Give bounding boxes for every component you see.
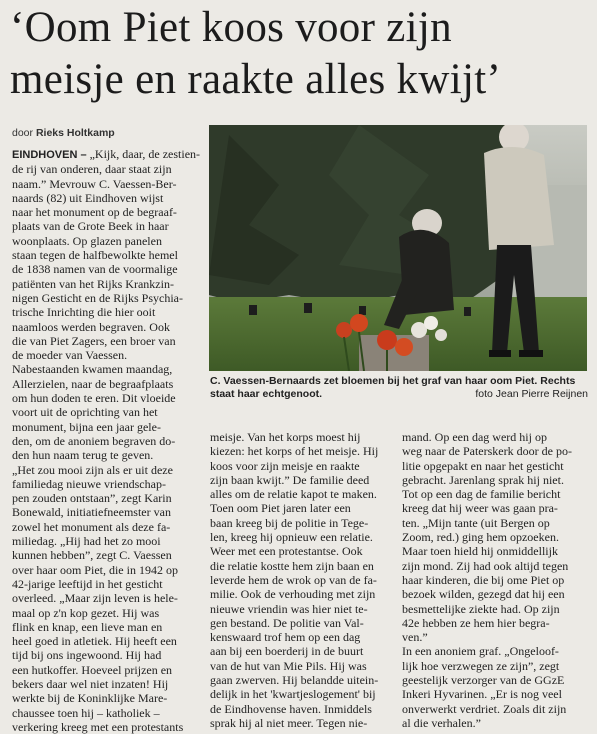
article-line: mand. Op een dag werd hij op	[402, 430, 547, 444]
byline-prefix: door	[12, 127, 34, 139]
article-line: bezoek wilden, gezegd dat hij een	[402, 587, 565, 602]
article-line: al die verhalen.”	[402, 715, 481, 730]
article-line: leverde hem de wrok op van de fa-	[210, 572, 377, 587]
article-line: haar kinderen, die bij ome Piet op	[402, 572, 565, 587]
article-line: meisje. Van het korps moest hij	[210, 430, 361, 444]
article-line: Inkeri Hyvarinen. „Er is nog veel	[402, 687, 562, 702]
article-line: verkering kreeg met een protestants	[12, 719, 184, 734]
headline-line-2: meisje en raakte alles kwijt’	[10, 56, 502, 103]
article-line: trische Inrichting die hier ooit	[12, 305, 156, 320]
article-line: voort uit de oprichting van het	[12, 405, 158, 420]
article-line: naards (82) uit Eindhoven wijst	[12, 190, 164, 205]
article-line: In een anoniem graf. „Ongeloof-	[402, 644, 559, 659]
article-line: overleed. „Maar zijn leven is hele-	[12, 591, 178, 606]
article-line: zijn mond. Zij had ook altijd tegen	[402, 558, 569, 573]
article-line: aan bij een boerderij in de buurt	[210, 644, 364, 659]
photo-graveyard-illustration	[209, 125, 587, 371]
article-line: ten. „Mijn tante (uit Bergen op	[402, 515, 550, 530]
article-line: gen bestand. De politie van Val-	[210, 615, 364, 630]
article-line: Nabestaanden kwamen maandag,	[12, 362, 173, 377]
article-line: kiezen: het korps of het meisje. Hij	[210, 444, 379, 459]
article-line: Tot op een dag de familie bericht	[402, 487, 561, 502]
article-line: „Kijk, daar, de zestien-	[89, 147, 201, 161]
article-line: alles om de relatie kapot te maken.	[210, 487, 377, 502]
article-line: om hun doden te eren. Dit vloeide	[12, 391, 176, 406]
article-line: 42-jarige leeftijd in het gesticht	[12, 576, 163, 591]
article-line: koos voor zijn meisje en raakte	[210, 458, 360, 473]
article-paragraph	[12, 147, 202, 734]
article-line: van de hut van Mie Pils. Hij was	[210, 658, 367, 673]
article-line: geestelijk verzorger van de GGzE	[402, 673, 565, 688]
article-line: naar het monument op de begraaf-	[12, 205, 177, 220]
article-line: zowel het monument als deze fa-	[12, 519, 171, 534]
headline-line-1: ‘Oom Piet koos voor zijn	[10, 4, 452, 51]
article-line: nigen Gesticht en de Rijks Psychia-	[12, 290, 183, 305]
article-line: de 1838 namen van de voormalige	[12, 262, 178, 277]
article-line: Bonewald, initiatiefneemster van	[12, 505, 171, 520]
article-line: de Eindhovense haven. Inmiddels	[210, 701, 372, 716]
article-line: patiënten van het Rijks Krankzin-	[12, 276, 174, 291]
article-line: tijd bij ons ingewoond. Hij had	[12, 648, 162, 663]
photo-credit: foto Jean Pierre Reijnen	[475, 388, 588, 400]
article-line: miliedag. „Hij had het zo mooi	[12, 534, 161, 549]
photo-caption	[210, 375, 588, 401]
article-line: monument, bijna een jaar gele-	[12, 419, 161, 434]
article-line: nieuwe vriendin was hier niet te-	[210, 601, 368, 616]
article-line: gaan zwerven. Hij belandde uitein-	[210, 673, 379, 688]
dateline: EINDHOVEN –	[12, 149, 87, 161]
article-line: een hutkoffer. Hoeveel prijzen en	[12, 662, 173, 677]
article-line: Weer met een protestantse. Ook	[210, 544, 363, 559]
article-line: weg naar de Paterskerk door de po-	[402, 444, 572, 459]
article-line: naam.” Mevrouw C. Vaessen-Ber-	[12, 176, 177, 191]
article-line: flink en knap, een lieve man en	[12, 619, 163, 634]
article-line: den, om de anoniem begraven do-	[12, 433, 176, 448]
article-line: kreeg dat hij weer was gaan pra-	[402, 501, 558, 516]
article-line: den hun naam terug te geven.	[12, 448, 154, 463]
byline-author: Rieks Holtkamp	[35, 127, 115, 139]
article-line: over haar oom Piet, die in 1942 op	[12, 562, 178, 577]
article-line: kenswaard trof hem op een dag	[210, 630, 361, 645]
article-photo	[209, 125, 587, 371]
article-line: chaussee toen hij – katholiek –	[12, 705, 160, 720]
article-line: kunnen hebben”, zegt C. Vaessen	[12, 548, 172, 563]
article-line: de moeder van Vaessen.	[12, 348, 128, 363]
article-line: gebracht. Jarenlang sprak hij niet.	[402, 472, 564, 487]
article-line: familiedag nieuwe vriendschap-	[12, 476, 166, 491]
article-line: Maar toen hield hij onmiddellijk	[402, 544, 558, 559]
article-line: maal op z'n kop gezet. Hij was	[12, 605, 160, 620]
article-line: len, kreeg hij opnieuw een relatie.	[210, 530, 373, 545]
article-line: Allerzielen, naar de begraafplaats	[12, 376, 174, 391]
article-line: delijk in het 'kwartjeslogement' bij	[210, 687, 376, 702]
headline	[10, 2, 590, 106]
article-line: naamloos werden begraven. Ook	[12, 319, 170, 334]
article-line: onverwerkt verdriet. Zoals dit zijn	[402, 701, 567, 716]
article-line: litie opgepakt en naar het gesticht	[402, 458, 564, 473]
article-column-2	[210, 430, 392, 730]
article-line: die van Piet Zagers, een broer van	[12, 333, 176, 348]
article-line: de rij van onderen, daar staat zijn	[12, 162, 172, 177]
article-line: besmettelijke ziekte had. Op zijn	[402, 601, 560, 616]
article-line: milie. Ook de verhouding met zijn	[210, 587, 376, 602]
article-line: sprak hij al niet meer. Tegen nie-	[210, 715, 368, 730]
article-line: heel goed in atletiek. Hij heeft een	[12, 634, 177, 649]
article-line: lijk hoe verzwegen ze zijn”, zegt	[402, 658, 560, 673]
article-column-1	[12, 147, 202, 734]
article-line: Zoom, red.) ging hem opzoeken.	[402, 530, 559, 545]
article-line: werkte bij de Koninklijke Mare-	[12, 691, 168, 706]
article-line: ven.”	[402, 630, 428, 645]
article-line: die relatie kostte hem zijn baan en	[210, 558, 374, 573]
article-line: bekers daar wel niet inzaten! Hij	[12, 676, 169, 691]
article-line: staan tegen de halfbewolkte hemel	[12, 248, 178, 263]
article-line: woonplaats. Op glazen panelen	[12, 233, 162, 248]
photo-caption-text: C. Vaessen-Bernaards zet bloemen bij het graf van haar oom Piet. Rechts staat haar echtgenoot.	[210, 375, 576, 400]
article-line: plaats van de Grote Beek in haar	[12, 219, 169, 234]
article-line: „Het zou mooi zijn als er uit deze	[12, 462, 173, 477]
article-line: Toen oom Piet jaren later een	[210, 501, 351, 516]
byline	[12, 127, 115, 139]
article-line: zijn baan kwijt.” De familie deed	[210, 472, 370, 487]
article-line: pen zouden ontstaan”, zegt Karin	[12, 491, 172, 506]
article-line: 42e hebben ze hem hier begra-	[402, 615, 550, 630]
article-column-3	[402, 430, 588, 730]
article-line: baan kreeg bij de politie in Tege-	[210, 515, 369, 530]
